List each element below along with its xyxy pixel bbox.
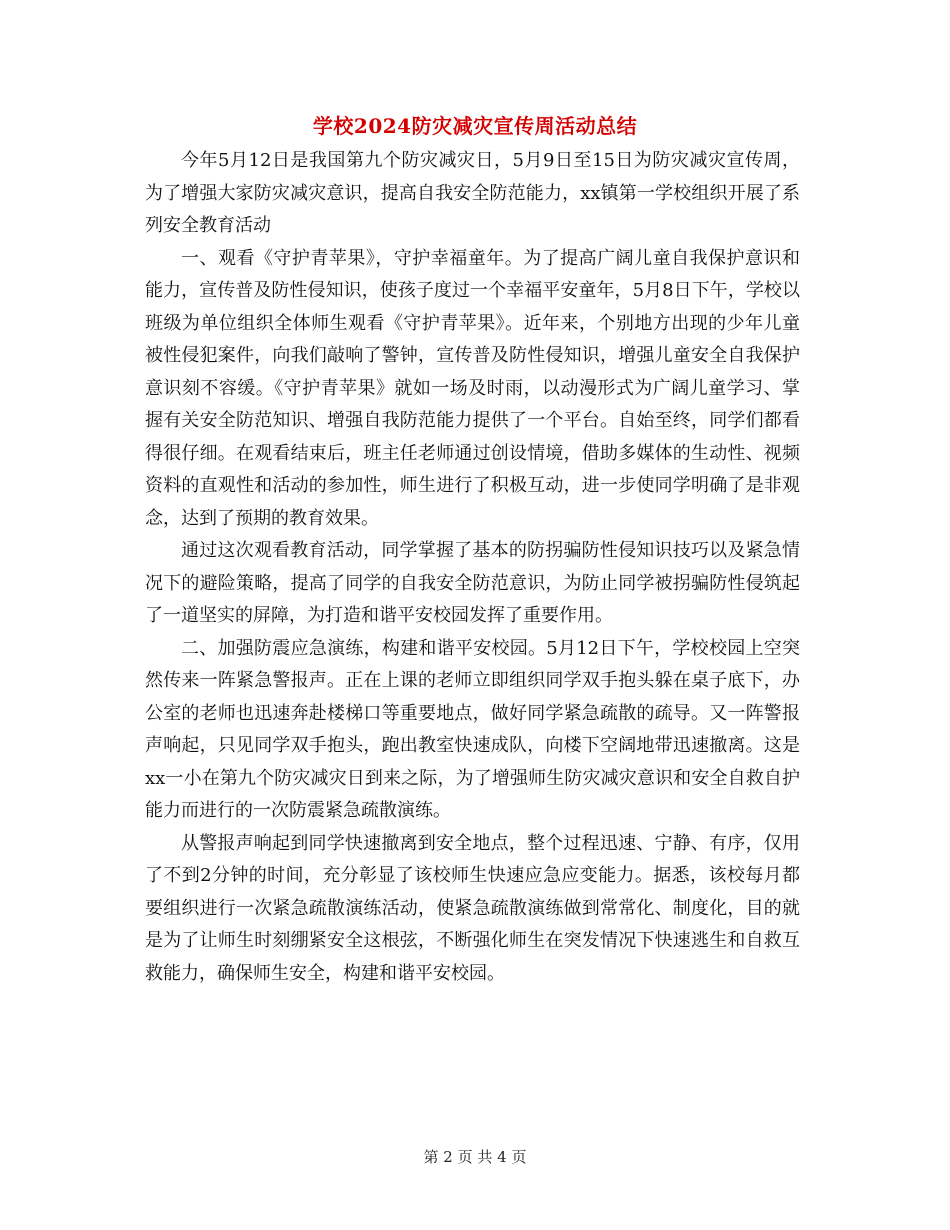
paragraph-section-one: 一、观看《守护青苹果》，守护幸福童年。为了提高广阔儿童自我保护意识和能力，宣传普及防性侵知识，使孩子度过一个幸福平安童年，5月8日下午，学校以班级为单位组织全体师生观看《守护青苹果》。近年来，个别地方出现的少年儿童被性侵犯案件，向我们敲响了警钟，宣传普及防性侵知识，增强儿童安全自我保护意识刻不容缓。《守护青苹果》就如一场及时雨，以动漫形式为广阔儿童学习、掌握有关安全防范知识、增强自我防范能力提供了一个平台。自始至终，同学们都看得很仔细。在观看结束后，班主任老师通过创设情境，借助多媒体的生动性、视频资料的直观性和活动的参加性，师生进行了积极互动，进一步使同学明确了是非观念，达到了预期的教育效果。 xyxy=(145,247,800,529)
document-body xyxy=(145,145,800,990)
document-title: 学校2024防灾减灾宣传周活动总结 xyxy=(312,114,638,138)
page-footer: 第 2 页 共 4 页 xyxy=(423,1148,527,1166)
paragraph-section-two-result: 从警报声响起到同学快速撤离到安全地点，整个过程迅速、宁静、有序，仅用了不到2分钟的时间，充分彰显了该校师生快速应急应变能力。据悉，该校每月都要组织进行一次紧急疏散演练活动，使紧急疏散演练做到常常化、制度化，目的就是为了让师生时刻绷紧安全这根弦，不断强化师生在突发情况下快速逃生和自救互救能力，确保师生安全，构建和谐平安校园。 xyxy=(145,832,800,984)
paragraph-section-two: 二、加强防震应急演练，构建和谐平安校园。5月12日下午，学校校园上空突然传来一阵紧急警报声。正在上课的老师立即组织同学双手抱头躲在桌子底下，办公室的老师也迅速奔赴楼梯口等重要地点，做好同学紧急疏散的疏导。又一阵警报声响起，只见同学双手抱头，跑出教室快速成队，向楼下空阔地带迅速撤离。这是xx一小在第九个防灾减灾日到来之际，为了增强师生防灾减灾意识和安全自救自护能力而进行的一次防震紧急疏散演练。 xyxy=(145,637,800,821)
paragraph-intro: 今年5月12日是我国第九个防灾减灾日，5月9日至15日为防灾减灾宣传周，为了增强大家防灾减灾意识，提高自我安全防范能力，xx镇第一学校组织开展了系列安全教育活动 xyxy=(145,150,800,236)
paragraph-section-one-result: 通过这次观看教育活动，同学掌握了基本的防拐骗防性侵知识技巧以及紧急情况下的避险策略，提高了同学的自我安全防范意识，为防止同学被拐骗防性侵筑起了一道坚实的屏障，为打造和谐平安校园发挥了重要作用。 xyxy=(145,540,800,626)
